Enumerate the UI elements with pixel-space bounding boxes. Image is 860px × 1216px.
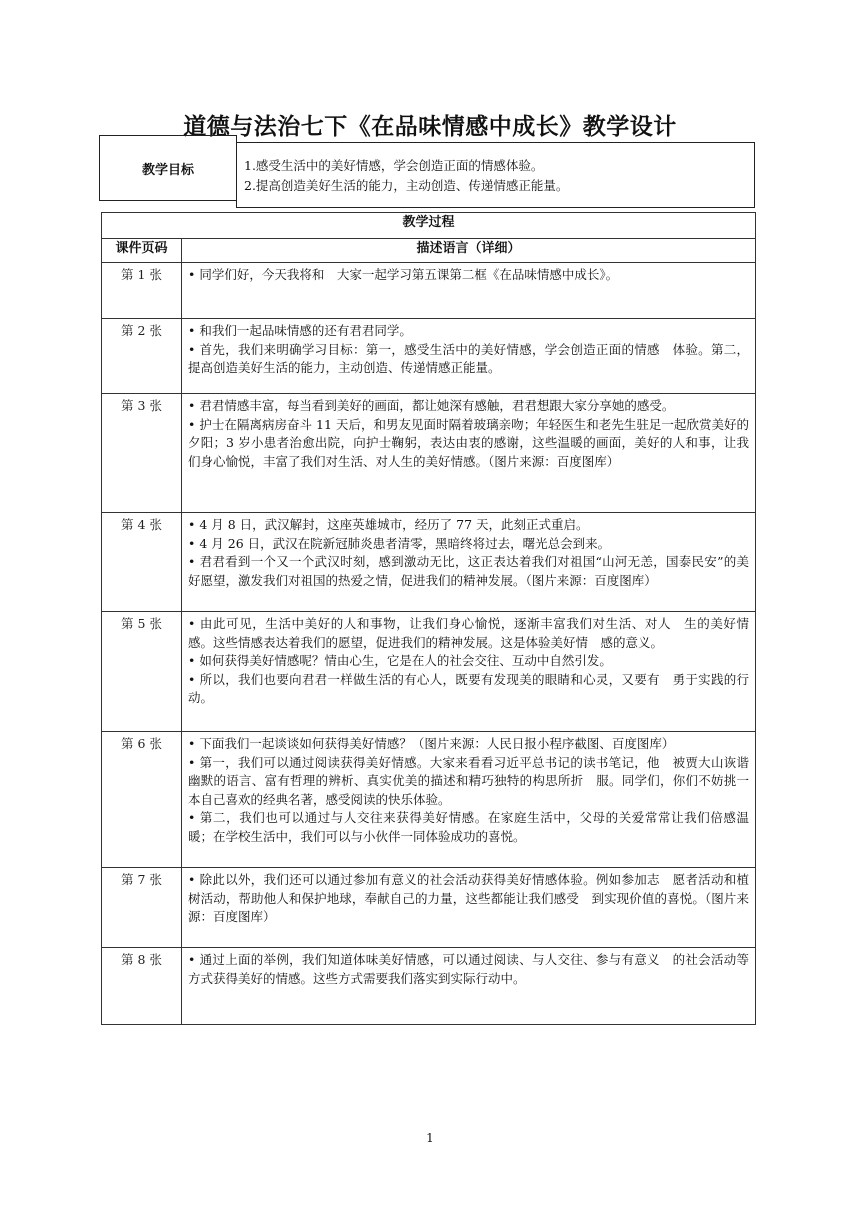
col-header-desc: 描述语言（详细） bbox=[182, 239, 756, 263]
table-row bbox=[102, 732, 756, 868]
description-line: • 君君看到一个又一个武汉时刻，感到激动无比，这正表达着我们对祖国“山河无恙，国泰民安”的美好愿望，激发我们对祖国的热爱之情，促进我们的精神发展。（图片来源：百度图库） bbox=[188, 554, 750, 588]
goals-content-cell bbox=[236, 142, 755, 208]
goal-item: 2.提高创造美好生活的能力，主动创造、传递情感正能量。 bbox=[244, 178, 569, 193]
page-title: 道德与法治七下《在品味情感中成长》教学设计 bbox=[183, 114, 677, 140]
table-row bbox=[102, 513, 756, 612]
description-line: • 第二，我们也可以通过与人交往来获得美好情感。在家庭生活中，父母的关爱常常让我们倍感温暖；在学校生活中，我们可以与小伙伴一同体验成功的喜悦。 bbox=[188, 810, 750, 844]
table-row bbox=[102, 612, 756, 732]
description-line: • 第一，我们可以通过阅读获得美好情感。大家来看看习近平总书记的读书笔记，他 被贾大山诙谐幽默的语言、富有哲理的辨析、真实优美的描述和精巧独特的构思所折 服。同学们，你们不妨挑一本自己喜欢的经典名著，感受阅读的快乐体验。 bbox=[188, 754, 750, 807]
slide-description bbox=[182, 394, 756, 513]
description-line: • 和我们一起品味情感的还有君君同学。 bbox=[188, 323, 412, 338]
goals-label-cell bbox=[99, 135, 237, 201]
slide-number: 第 5 张 bbox=[102, 612, 182, 732]
col-header-page: 课件页码 bbox=[102, 239, 182, 263]
description-line: • 通过上面的举例，我们知道体味美好情感，可以通过阅读、与人交往、参与有意义 的社会活动等方式获得美好的情感。这些方式需要我们落实到实际行动中。 bbox=[188, 952, 750, 986]
slide-number: 第 3 张 bbox=[102, 394, 182, 513]
table-row bbox=[102, 868, 756, 948]
description-line: • 4 月 8 日，武汉解封，这座英雄城市，经历了 77 天，此刻正式重启。 bbox=[188, 517, 589, 532]
slide-description bbox=[182, 948, 756, 1025]
goals-label: 教学目标 bbox=[141, 162, 194, 178]
description-line: • 4 月 26 日，武汉在院新冠肺炎患者清零，黑暗终将过去，曙光总会到来。 bbox=[188, 535, 611, 551]
slide-number: 第 8 张 bbox=[102, 948, 182, 1025]
slide-number: 第 6 张 bbox=[102, 732, 182, 868]
table-row bbox=[102, 319, 756, 394]
slide-number: 第 2 张 bbox=[102, 319, 182, 394]
process-header: 教学过程 bbox=[102, 213, 756, 239]
description-line: • 首先，我们来明确学习目标：第一，感受生活中的美好情感，学会创造正面的情感 体验。第二，提高创造美好生活的能力，主动创造、传递情感正能量。 bbox=[188, 341, 750, 376]
description-line: • 下面我们一起谈谈如何获得美好情感？（图片来源：人民日报小程序截图、百度图库） bbox=[188, 736, 675, 751]
description-line: • 护士在隔离病房奋斗 11 天后，和男友见面时隔着玻璃亲吻；年轻医生和老先生驻足一起欣赏美好的夕阳；3 岁小患者治愈出院，向护士鞠躬，表达由衷的感谢，这些温暖的画面，美好的人和事，让我们身心愉悦，丰富了我们对生活、对人生的美好情感。（图片来源：百度图库） bbox=[188, 416, 750, 469]
slide-number: 第 7 张 bbox=[102, 868, 182, 948]
slide-description bbox=[182, 513, 756, 612]
slide-description bbox=[182, 263, 756, 319]
table-row bbox=[102, 948, 756, 1025]
slide-number: 第 4 张 bbox=[102, 513, 182, 612]
slide-description bbox=[182, 868, 756, 948]
table-row bbox=[102, 394, 756, 513]
slide-description bbox=[182, 732, 756, 868]
slide-description bbox=[182, 612, 756, 732]
goal-item: 1.感受生活中的美好情感，学会创造正面的情感体验。 bbox=[244, 158, 544, 173]
description-line: • 同学们好，今天我将和 大家一起学习第五课第二框《在品味情感中成长》。 bbox=[188, 267, 619, 282]
table-row bbox=[102, 263, 756, 319]
page-number: 1 bbox=[426, 1131, 434, 1145]
description-line: • 由此可见，生活中美好的人和事物，让我们身心愉悦，逐渐丰富我们对生活、对人 生的美好情感。这些情感表达着我们的愿望，促进我们的精神发展。这是体验美好情 感的意义。 bbox=[188, 616, 750, 650]
description-line: • 君君情感丰富，每当看到美好的画面，都让她深有感触，君君想跟大家分享她的感受。 bbox=[188, 398, 675, 413]
description-line: • 除此以外，我们还可以通过参加有意义的社会活动获得美好情感体验。例如参加志 愿者活动和植树活动，帮助他人和保护地球，奉献自己的力量，这些都能让我们感受 到实现价值的喜悦。（图片来源：百度图库） bbox=[188, 872, 750, 925]
slide-number: 第 1 张 bbox=[102, 263, 182, 319]
slide-description bbox=[182, 319, 756, 394]
process-table bbox=[101, 212, 756, 1025]
description-line: • 所以，我们也要向君君一样做生活的有心人，既要有发现美的眼睛和心灵，又要有 勇于实践的行动。 bbox=[188, 671, 750, 706]
description-line: • 如何获得美好情感呢？情由心生，它是在人的社会交往、互动中自然引发。 bbox=[188, 653, 612, 669]
